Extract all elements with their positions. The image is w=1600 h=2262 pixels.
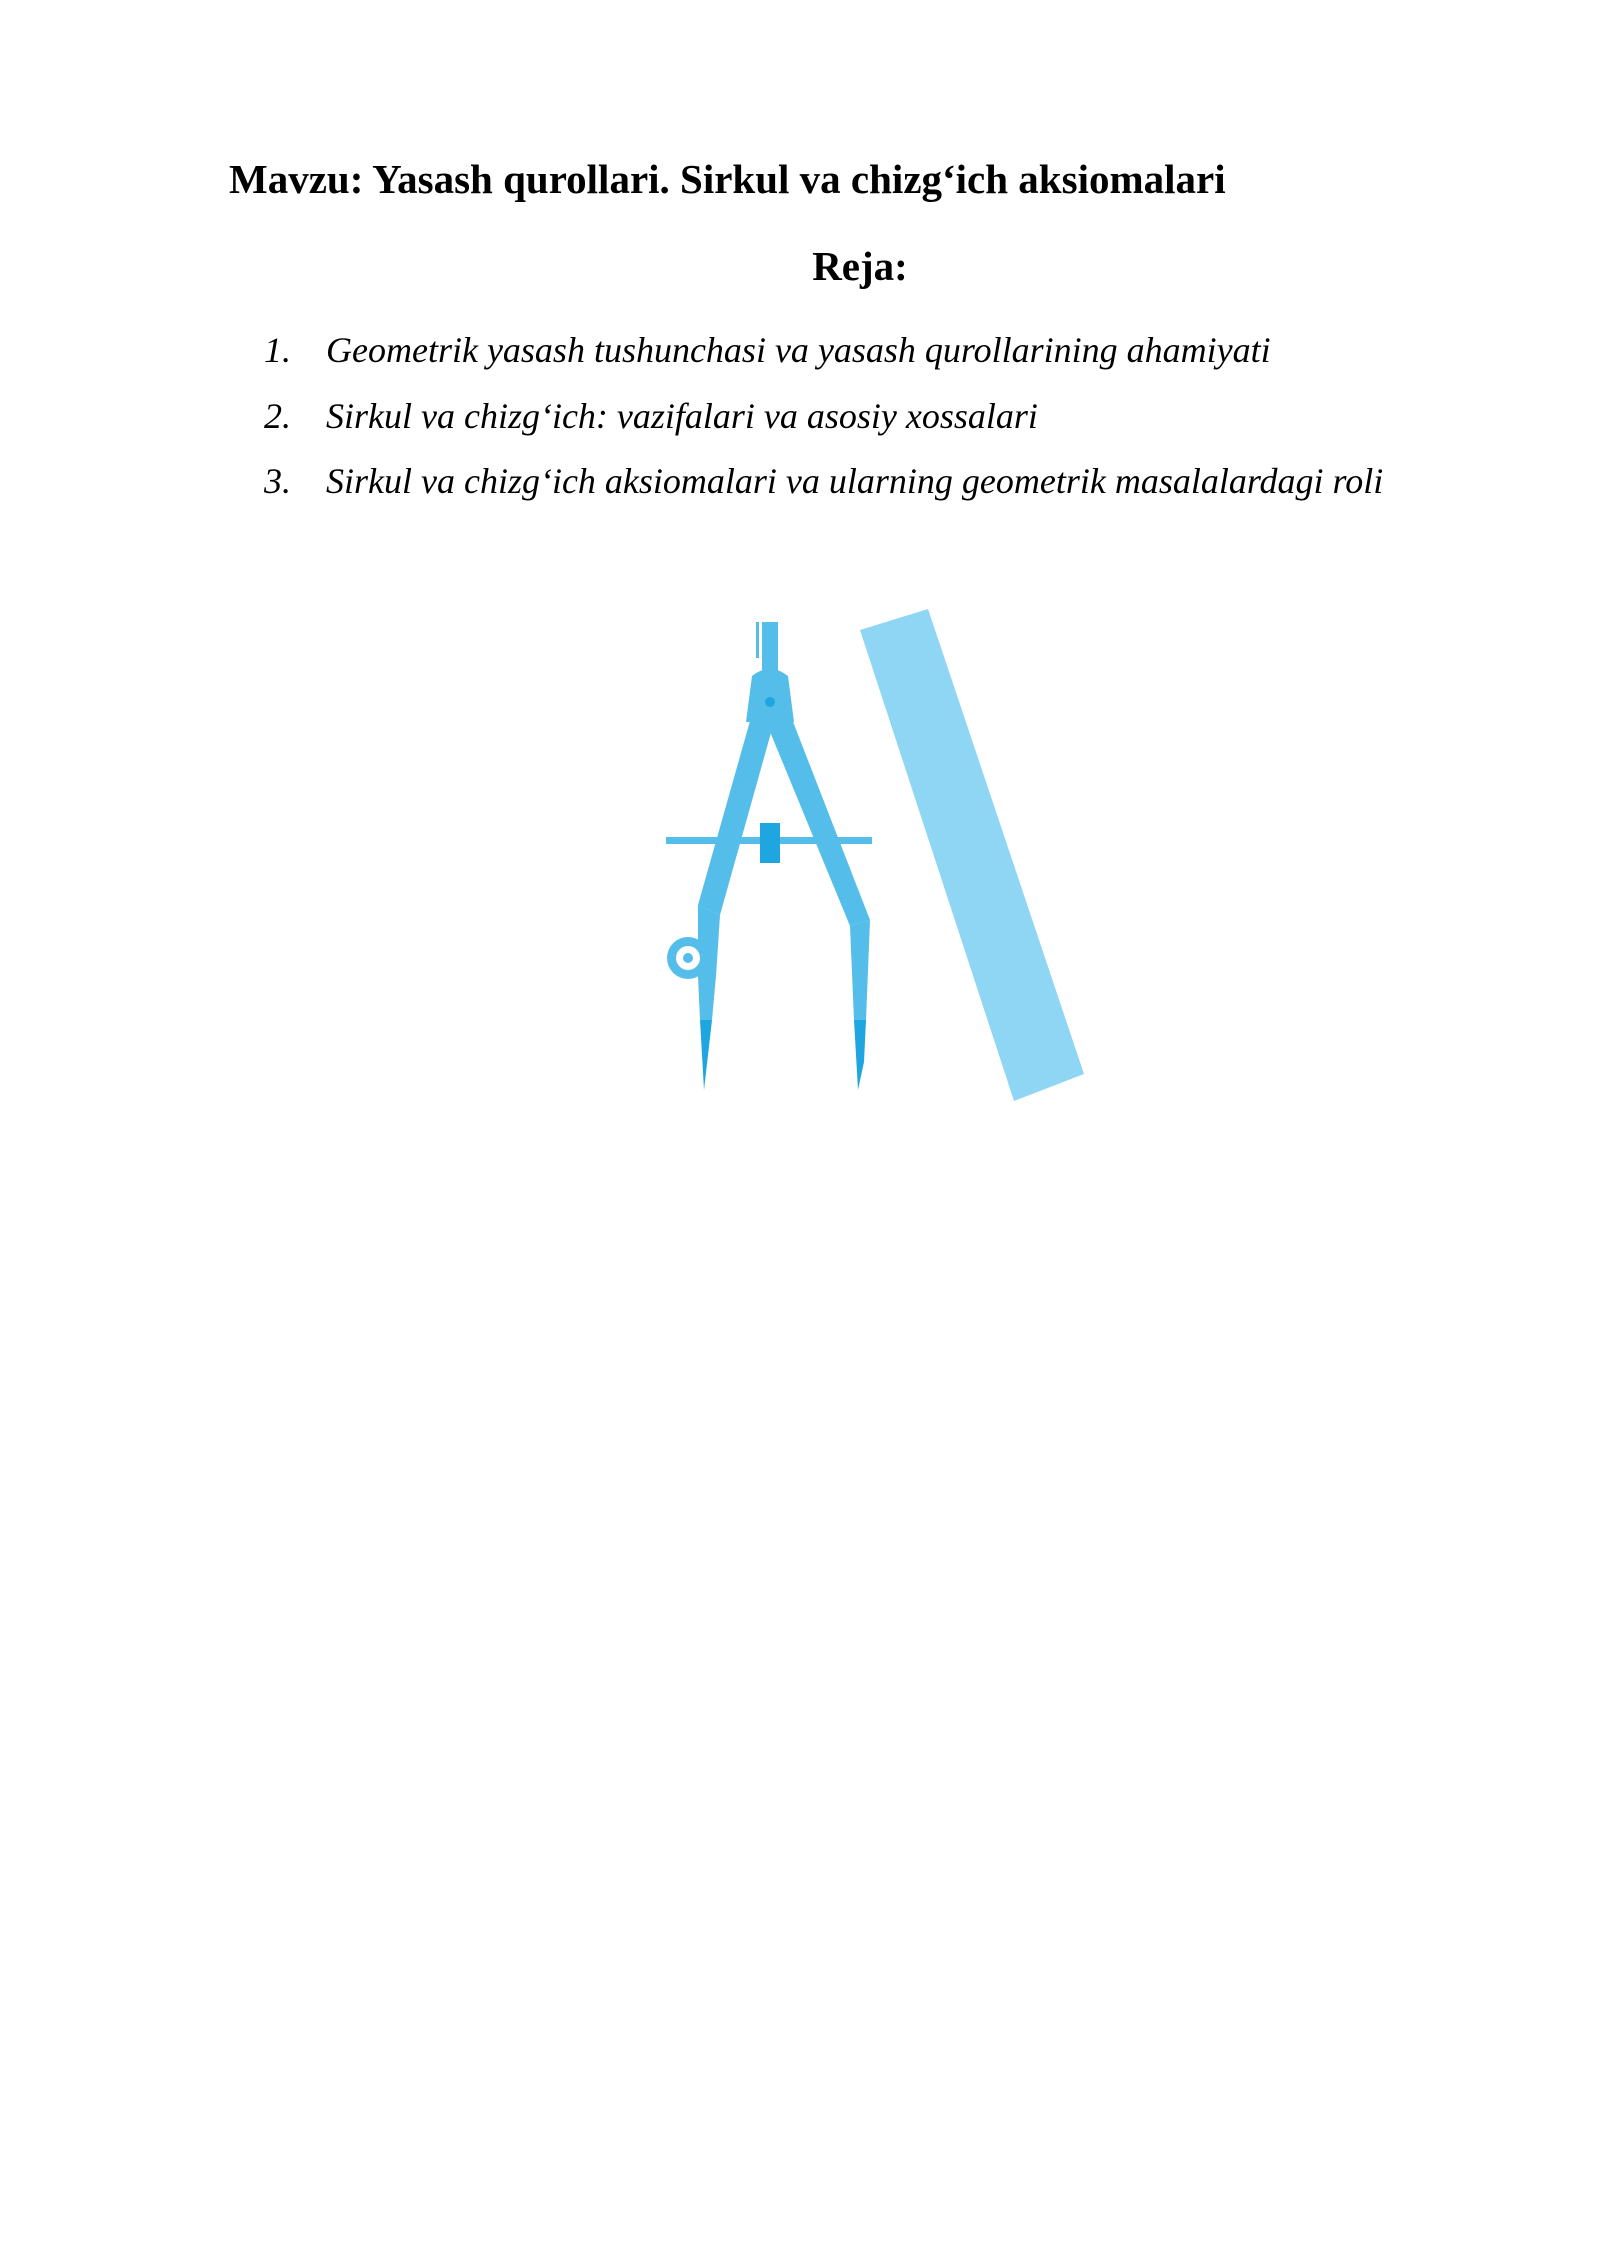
list-item-text: Sirkul va chizg‘ich aksiomalari va ularning geometrik masalalardagi roli bbox=[326, 461, 1384, 501]
compass-icon bbox=[666, 622, 872, 1090]
list-item-number: 1. bbox=[264, 330, 291, 370]
plan-heading: Reja: bbox=[812, 243, 908, 289]
compass-ruler-illustration bbox=[640, 590, 1100, 1120]
ruler-icon bbox=[860, 609, 1084, 1101]
list-item-text: Sirkul va chizg‘ich: vazifalari va asosiy xossalari bbox=[326, 395, 1038, 436]
list-item-number: 2. bbox=[264, 395, 291, 436]
list-item bbox=[264, 453, 1383, 519]
list-item bbox=[264, 388, 1383, 454]
plan-list bbox=[264, 322, 1383, 519]
list-item-text: Geometrik yasash tushunchasi va yasash qurollarining ahamiyati bbox=[326, 330, 1271, 370]
list-item-number: 3. bbox=[264, 461, 291, 501]
list-item bbox=[264, 322, 1383, 388]
page-title: Mavzu: Yasash qurollari. Sirkul va chizg‘ich aksiomalari bbox=[229, 156, 1226, 202]
